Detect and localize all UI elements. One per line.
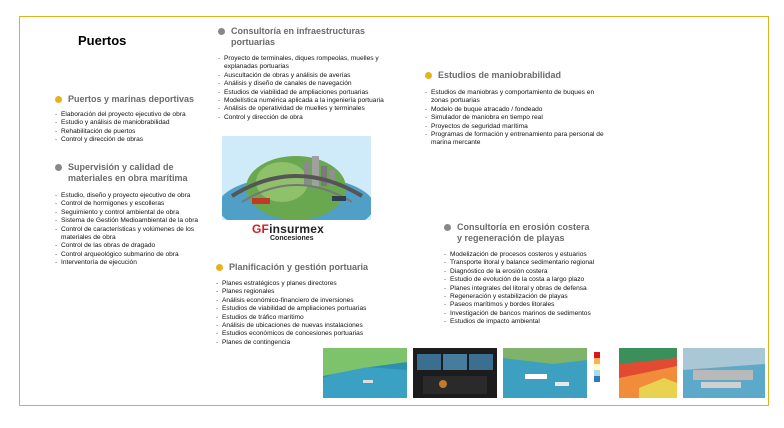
- section-title-line: Consultoría en erosión costera: [457, 222, 590, 232]
- brand-subtitle: Concesiones: [270, 235, 314, 242]
- section-planificacion: [216, 262, 401, 347]
- bullet-dot-icon: [55, 164, 62, 171]
- city-globe-image: [222, 136, 371, 220]
- list-item: - Diagnóstico de la erosión costera: [444, 268, 614, 276]
- section-heading: [425, 70, 610, 81]
- list-item: - Simulador de maniobra en tiempo real: [425, 114, 610, 122]
- section-erosion: [444, 222, 614, 327]
- list-item: - Control arqueológico submarino de obra: [55, 251, 215, 259]
- section-list: [216, 280, 401, 347]
- list-item: - Control y dirección de obras: [55, 136, 215, 144]
- list-item: - Modelística numérica aplicada a la ingeniería portuaria: [218, 97, 403, 105]
- list-item: - Estudios de viabilidad de ampliaciones portuarias: [216, 305, 401, 313]
- section-title-line: y regeneración de playas: [457, 233, 565, 243]
- section-list: [218, 55, 403, 122]
- brand-mark: GF: [252, 222, 270, 236]
- bullet-dot-icon: [218, 28, 225, 35]
- brand-text: insurmex: [269, 222, 325, 236]
- port-aerial-photo: [323, 348, 407, 398]
- section-title-line: materiales en obra marítima: [68, 173, 188, 183]
- list-item: - Estudios de tráfico marítimo: [216, 314, 401, 322]
- bullet-dot-icon: [216, 264, 223, 271]
- section-puertos-marinas: [55, 94, 215, 145]
- list-item: - Seguimiento y control ambiental de obra: [55, 209, 215, 217]
- section-list: [55, 192, 215, 268]
- section-list: [425, 89, 610, 148]
- section-title: Puertos y marinas deportivas: [68, 94, 195, 104]
- list-item: - Análisis de operatividad de muelles y terminales: [218, 105, 403, 113]
- list-item: - Elaboración del proyecto ejecutivo de obra: [55, 111, 215, 119]
- color-legend-image: [592, 348, 614, 398]
- section-title: [68, 162, 188, 184]
- section-heading: [55, 94, 215, 105]
- logo-block: [222, 136, 371, 242]
- list-item: - Estudios de maniobras y comportamiento de buques en zonas portuarias: [425, 89, 610, 106]
- list-item: - Estudios económicos de concesiones portuarias: [216, 330, 401, 338]
- list-item: - Transporte litoral y balance sedimentario regional: [444, 259, 614, 267]
- list-item: - Auscultación de obras y análisis de averías: [218, 72, 403, 80]
- section-list: [55, 111, 215, 145]
- section-list: [444, 251, 614, 327]
- list-item: - Estudios de viabilidad de ampliaciones portuarias: [218, 89, 403, 97]
- list-item: - Estudio, diseño y proyecto ejecutivo de obra: [55, 192, 215, 200]
- list-item: - Investigación de bancos marinos de sedimentos: [444, 310, 614, 318]
- port-overview-photo: [683, 348, 765, 398]
- list-item: - Control y dirección de obra: [218, 114, 403, 122]
- list-item: - Programas de formación y entrenamiento para personal de marina mercante: [425, 131, 610, 148]
- list-item: - Rehabilitación de puertos: [55, 128, 215, 136]
- section-heading: [216, 262, 401, 273]
- list-item: - Interventoría de ejecución: [55, 259, 215, 267]
- list-item: - Estudio de evolución de la costa a largo plazo: [444, 276, 614, 284]
- list-item: - Proyectos de seguridad marítima: [425, 123, 610, 131]
- list-item: - Paseos marítimos y bordes litorales: [444, 301, 614, 309]
- section-consultoria-infra: [218, 26, 403, 122]
- section-title: Consultoría en infraestructuras portuarias: [231, 26, 366, 47]
- list-item: - Planes regionales: [216, 288, 401, 296]
- list-item: - Control de hormigones y escolleras: [55, 200, 215, 208]
- list-item: - Regeneración y estabilización de playas: [444, 293, 614, 301]
- list-item: - Análisis económico-financiero de inversiones: [216, 297, 401, 305]
- bullet-dot-icon: [55, 96, 62, 103]
- bullet-dot-icon: [444, 224, 451, 231]
- list-item: - Planes estratégicos y planes directores: [216, 280, 401, 288]
- section-heading: [55, 162, 215, 184]
- section-title: Estudios de maniobrabilidad: [438, 70, 562, 80]
- list-item: - Sistema de Gestión Medioambiental de la obra: [55, 217, 215, 225]
- list-item: - Estudio y análisis de maniobrabilidad: [55, 119, 215, 127]
- list-item: - Modelo de buque atracado / fondeado: [425, 106, 610, 114]
- list-item: - Planes integrales del litoral y obras de defensa: [444, 285, 614, 293]
- list-item: - Control de las obras de dragado: [55, 242, 215, 250]
- list-item: - Estudios de impacto ambiental: [444, 318, 614, 326]
- section-title: Planificación y gestión portuaria: [229, 262, 369, 272]
- page-title: Puertos: [78, 33, 127, 48]
- ship-simulator-photo: [413, 348, 497, 398]
- list-item: - Modelización de procesos costeros y estuarios: [444, 251, 614, 259]
- section-maniobrabilidad: [425, 70, 610, 148]
- list-item: - Proyecto de terminales, diques rompeolas, muelles y explanadas portuarias: [218, 55, 403, 72]
- section-heading: [218, 26, 403, 48]
- section-title-line: Supervisión y calidad de: [68, 162, 174, 172]
- section-heading: [444, 222, 614, 244]
- model-heatmap-image: [619, 348, 677, 398]
- section-title: [457, 222, 590, 244]
- bullet-dot-icon: [425, 72, 432, 79]
- harbor-ship-photo: [503, 348, 587, 398]
- brand-name: [252, 222, 324, 236]
- list-item: - Planes de contingencia: [216, 339, 401, 347]
- list-item: - Control de características y volúmenes de los materiales de obra: [55, 226, 215, 243]
- section-supervision: [55, 162, 215, 268]
- list-item: - Análisis de ubicaciones de nuevas instalaciones: [216, 322, 401, 330]
- list-item: - Análisis y diseño de canales de navegación: [218, 80, 403, 88]
